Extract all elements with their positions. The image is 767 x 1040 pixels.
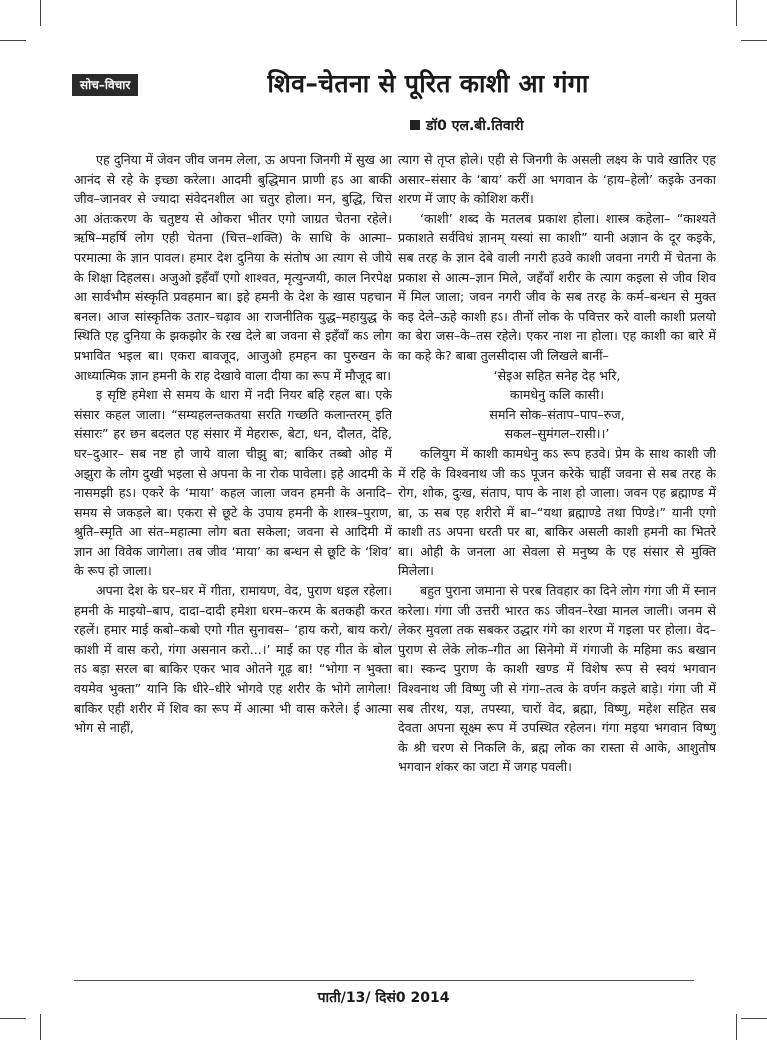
- verse-block: [398, 366, 716, 444]
- author-name: डॉ0 एल.बी.तिवारी: [426, 118, 524, 134]
- section-tag: सोच–विचार: [72, 74, 138, 96]
- crop-mark: [40, 0, 41, 26]
- bullet-square-icon: [410, 120, 420, 130]
- verse-line: समनि सोक–संताप–पाप–रुज,: [489, 406, 625, 422]
- paragraph: इ सृष्टि हमेशा से समय के धारा में नदी नियर बहि रहल बा। एके संसार कहल जाला। “सम्यहलन्तकतया सरति गच्छति कलान्तरम् इति संसारः” हर छन बदलत एह संसार में मेहरारू, बेटा, धन, दौलत, देहि, घर–दुआर– सब नष्ट हो जाये वाला चीझु बा; बाकिर तब्बो ओह में अझुरा के लोग दुखी भइला से अपना के ना रोक पावेला। इहे आदमी के नासमझी हऽ। एकरे के ‘माया’ कहल जाला जवन हमनी के अनादि–समय से जकड़ले बा। एकरा से छूटे के उपाय हमनी के शास्त्र–पुराण, श्रुति–स्मृति आ संत–महात्मा लोग बता सकेला; जवना से आदिमी में ज्ञान आ विवेक जागेला। तब जीव ‘माया’ का बन्धन से छूटि के ‘शिव’ के रूप हो जाला।: [74, 387, 392, 579]
- page-folio: पाती/13/ दिसं0 2014: [317, 990, 450, 1006]
- paragraph: त्याग से तृप्त होले। एही से जिनगी के असली लक्ष्य के पावे खातिर एह असार–संसार के ‘बाय’ करीं आ भगवान के ‘हाय–हेलो’ कइके उनका शरण में जाए के कोशिश करीं।: [398, 152, 716, 207]
- paragraph: एह दुनिया में जेवन जीव जनम लेला, ऊ अपना जिनगी में सुख आ आनंद से रहे के इच्छा करेला। आदमी बुद्धिमान प्राणी हऽ आ बाकी जीव–जानवर से ज्यादा संवेदनशील आ चतुर होला। मन, बुद्धि, चित्त आ अंतःकरण के चतुष्टय से ओकरा भीतर एगो जाग्रत चेतना रहेले। ऋषि–महर्षि लोग एही चेतना (चित्त–शक्ति) के साधि के आत्मा–परमात्मा के ज्ञान पावल। हमार देश दुनिया के संतोष आ त्याग से जीये के शिक्षा दिहलस। अजुओ इहँवाँ एगो शाश्वत, मृत्युन्जयी, काल निरपेक्ष आ सार्वभौम संस्कृति प्रवहमान बा। इहे हमनी के देश के खास पहचान बनल। आज सांस्कृतिक उतार–चढ़ाव आ राजनीतिक युद्ध–महायुद्ध के स्थिति एह दुनिया के झकझोर के रख देले बा जवना से इहँवाँ कऽ लोग प्रभावित भइल बा। एकरा बावजूद, आजुओ हमहन का पुरुखन के आध्यात्मिक ज्ञान हमनी के राह देखावे वाला दीया का रूप में मौजूद बा।: [74, 152, 392, 383]
- crop-mark: [0, 40, 26, 41]
- byline: [410, 116, 524, 135]
- paragraph: ‘काशी’ शब्द के मतलब प्रकाश होला। शास्त्र कहेला– “काश्यते प्रकाशते सर्वविधं ज्ञानम् यस्यां सा काशी” यानी अज्ञान के दूर कइके, सब तरह के ज्ञान देबे वाली नगरी हउवे काशी जवना नगरी में चेतना के प्रकाश से आत्म–ज्ञान मिले, जहँवाँ शरीर के त्याग कइला से जीव शिव में मिल जाला; जवन नगरी जीव के सब तरह के कर्म–बन्धन से मुक्त कइ देले–ऊहे काशी हऽ। तीनों लोक के पवित्तर करे वाली काशी प्रलयो का बेरा जस–के–तस रहेले। एकर नाश ना होला। एह काशी का बारे में का कहे के? बाबा तुलसीदास जी लिखले बानीं–: [398, 210, 716, 363]
- footer-rule: [74, 980, 694, 981]
- verse-line: कामधेनु कलि कासी।: [509, 387, 605, 403]
- article-title: शिव–चेतना से पूरित काशी आ गंगा: [267, 69, 589, 98]
- crop-mark: [741, 1018, 767, 1019]
- paragraph: अपना देश के घर–घर में गीता, रामायण, वेद, पुराण धइल रहेला। हमनी के माइयो–बाप, दादा–दादी हमेशा धरम–करम के बतकही करत रहलें। हमार माई कबो–कबो एगो गीत सुनावस– ‘हाय करो, बाय करो/काशी में वास करो, गंगा असनान करो...।’ माई का एह गीत के बोल तऽ बड़ा सरल बा बाकिर एकर भाव ओतने गूढ़ बा! “भोगा न भुक्ता वयमेव भुक्ता” यानि कि धीरे–धीरे भोगवे एह शरीर के भोगे लागेला! बाकिर एही शरीर में शिव का रूप में आत्मा भी वास करेले। ई आत्मा भोग से नाहीं,: [74, 583, 392, 736]
- crop-mark: [741, 40, 767, 41]
- crop-mark: [0, 1018, 26, 1019]
- crop-mark: [736, 0, 737, 26]
- crop-mark: [40, 1014, 41, 1040]
- verse-line: ‘सेइअ सहित सनेह देह भरि,: [493, 367, 621, 383]
- paragraph: बहुत पुराना जमाना से परब तिवहार का दिने लोग गंगा जी में स्नान करेला। गंगा जी उत्तरी भारत कऽ जीवन–रेखा मानल जाली। जनम से लेकर मुवला तक सबकर उद्धार गंगे का शरण में गइला पर होला। वेद–पुराण से लेके लोक–गीत आ सिनेमो में गंगाजी के महिमा कऽ बखान बा। स्कन्द पुराण के काशी खण्ड में विशेष रूप से स्वयं भगवान विश्वनाथ जी विष्णु जी से गंगा–तत्व के वर्णन कइले बाड़े। गंगा जी में सब तीरथ, यज्ञ, तपस्या, चारों वेद, ब्रह्मा, विष्णु, महेश सहित सब देवता अपना सूक्ष्म रूप में उपस्थित रहेलन। गंगा मइया भगवान विष्णु के श्री चरण से निकलि के, ब्रह्म लोक का रास्ता से आके, आशुतोष भगवान शंकर का जटा में जगह पवली।: [398, 583, 716, 775]
- verse-line: सकल–सुमंगल–रासी।।’: [504, 426, 610, 442]
- crop-mark: [736, 1014, 737, 1040]
- left-column: [74, 150, 392, 950]
- right-column: [398, 150, 716, 950]
- paragraph: कलियुग में काशी कामधेनु कऽ रूप हउवे। प्रेम के साथ काशी जी में रहि के विश्वनाथ जी कऽ पूजन करेके चाहीं जवना से सब तरह के रोग, शोक, दुःख, संताप, पाप के नाश हो जाला। जवन एह ब्रह्माण्ड में बा, ऊ सब एह शरीरो में बा–“यथा ब्रह्माण्डे तथा पिण्डे।” यानी एगो काशी तऽ अपना धरती पर बा, बाकिर असली काशी हमनी का भितरे बा। ओही के जनला आ सेवला से मनुष्य के एह संसार से मुक्ति मिलेला।: [398, 445, 716, 579]
